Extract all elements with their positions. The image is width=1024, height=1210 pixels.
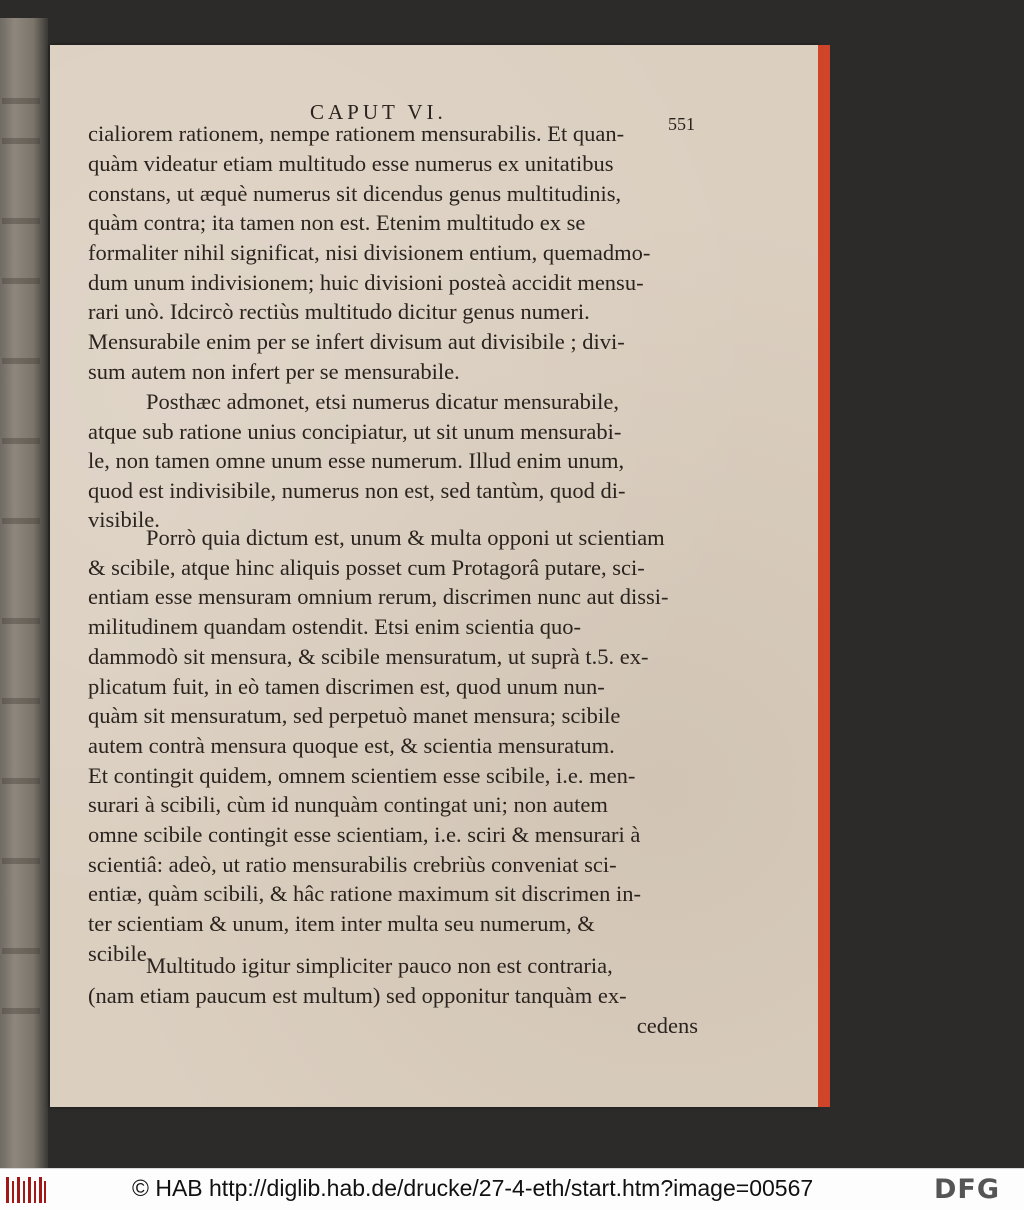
text-line: rari unò. Idcircò rectiùs multitudo dicitur genus numeri. bbox=[88, 299, 590, 324]
text-line: Multitudo igitur simpliciter pauco non est contraria, bbox=[146, 953, 613, 978]
page-header-title: CAPUT VI. bbox=[310, 100, 447, 124]
text-line: Mensurabile enim per se infert divisum aut divisibile ; divi- bbox=[88, 329, 625, 354]
text-line: sum autem non infert per se mensurabile. bbox=[88, 359, 460, 384]
text-line: Posthæc admonet, etsi numerus dicatur mensurabile, bbox=[146, 389, 620, 414]
catchword: cedens bbox=[636, 1013, 698, 1038]
text-line: Porrò quia dictum est, unum & multa opponi ut scientiam bbox=[146, 525, 665, 550]
text-line: ter scientiam & unum, item inter multa seu numerum, & bbox=[88, 911, 595, 936]
text-line: dum unum indivisionem; huic divisioni posteà accidit mensu- bbox=[88, 270, 644, 295]
text-line: entiæ, quàm scibili, & hâc ratione maximum sit discrimen in- bbox=[88, 881, 642, 906]
text-line: visibile. bbox=[88, 507, 160, 532]
text-line: entiam esse mensuram omnium rerum, discrimen nunc aut dissi- bbox=[88, 584, 669, 609]
hab-logo-icon bbox=[4, 1175, 48, 1205]
text-line: quàm contra; ita tamen non est. Etenim multitudo ex se bbox=[88, 210, 586, 235]
text-line: quod est indivisibile, numerus non est, sed tantùm, quod di- bbox=[88, 478, 626, 503]
text-line: constans, ut æquè numerus sit dicendus genus multitudinis, bbox=[88, 181, 622, 206]
text-line: & scibile, atque hinc aliquis posset cum Protagorâ putare, sci- bbox=[88, 555, 645, 580]
dfg-logo: DFG bbox=[934, 1174, 1001, 1205]
text-line: plicatum fuit, in eò tamen discrimen est, quod unum nun- bbox=[88, 674, 605, 699]
text-line: scientiâ: adeò, ut ratio mensurabilis crebriùs conveniat sci- bbox=[88, 852, 617, 877]
text-line: surari à scibili, cùm id nunquàm contingat uni; non autem bbox=[88, 792, 608, 817]
text-line: cialiorem rationem, nempe rationem mensurabilis. Et quan- bbox=[88, 121, 625, 146]
text-line: autem contrà mensura quoque est, & scientia mensuratum. bbox=[88, 733, 615, 758]
text-line: quàm videatur etiam multitudo esse numerus ex unitatibus bbox=[88, 151, 614, 176]
viewer-footer bbox=[0, 1168, 1024, 1210]
footer-copyright-link[interactable]: © HAB http://diglib.hab.de/drucke/27-4-eth/start.htm?image=00567 bbox=[132, 1175, 814, 1201]
page-number: 551 bbox=[668, 114, 695, 134]
text-line: quàm sit mensuratum, sed perpetuò manet mensura; scibile bbox=[88, 703, 621, 728]
text-line: atque sub ratione unius concipiatur, ut sit unum mensurabi- bbox=[88, 419, 622, 444]
text-line: (nam etiam paucum est multum) sed opponitur tanquàm ex- bbox=[88, 983, 627, 1008]
text-line: omne scibile contingit esse scientiam, i.e. sciri & mensurari à bbox=[88, 822, 641, 847]
text-line: scibile. bbox=[88, 941, 153, 966]
text-line: militudinem quandam ostendit. Etsi enim scientia quo- bbox=[88, 614, 582, 639]
text-line: le, non tamen omne unum esse numerum. Illud enim unum, bbox=[88, 448, 625, 473]
previous-page-edge bbox=[0, 18, 48, 1168]
text-line: dammodò sit mensura, & scibile mensuratum, ut suprà t.5. ex- bbox=[88, 644, 649, 669]
text-line: Et contingit quidem, omnem scientiem esse scibile, i.e. men- bbox=[88, 763, 636, 788]
text-line: formaliter nihil significat, nisi divisionem entium, quemadmo- bbox=[88, 240, 651, 265]
page-edge-red bbox=[818, 45, 830, 1107]
